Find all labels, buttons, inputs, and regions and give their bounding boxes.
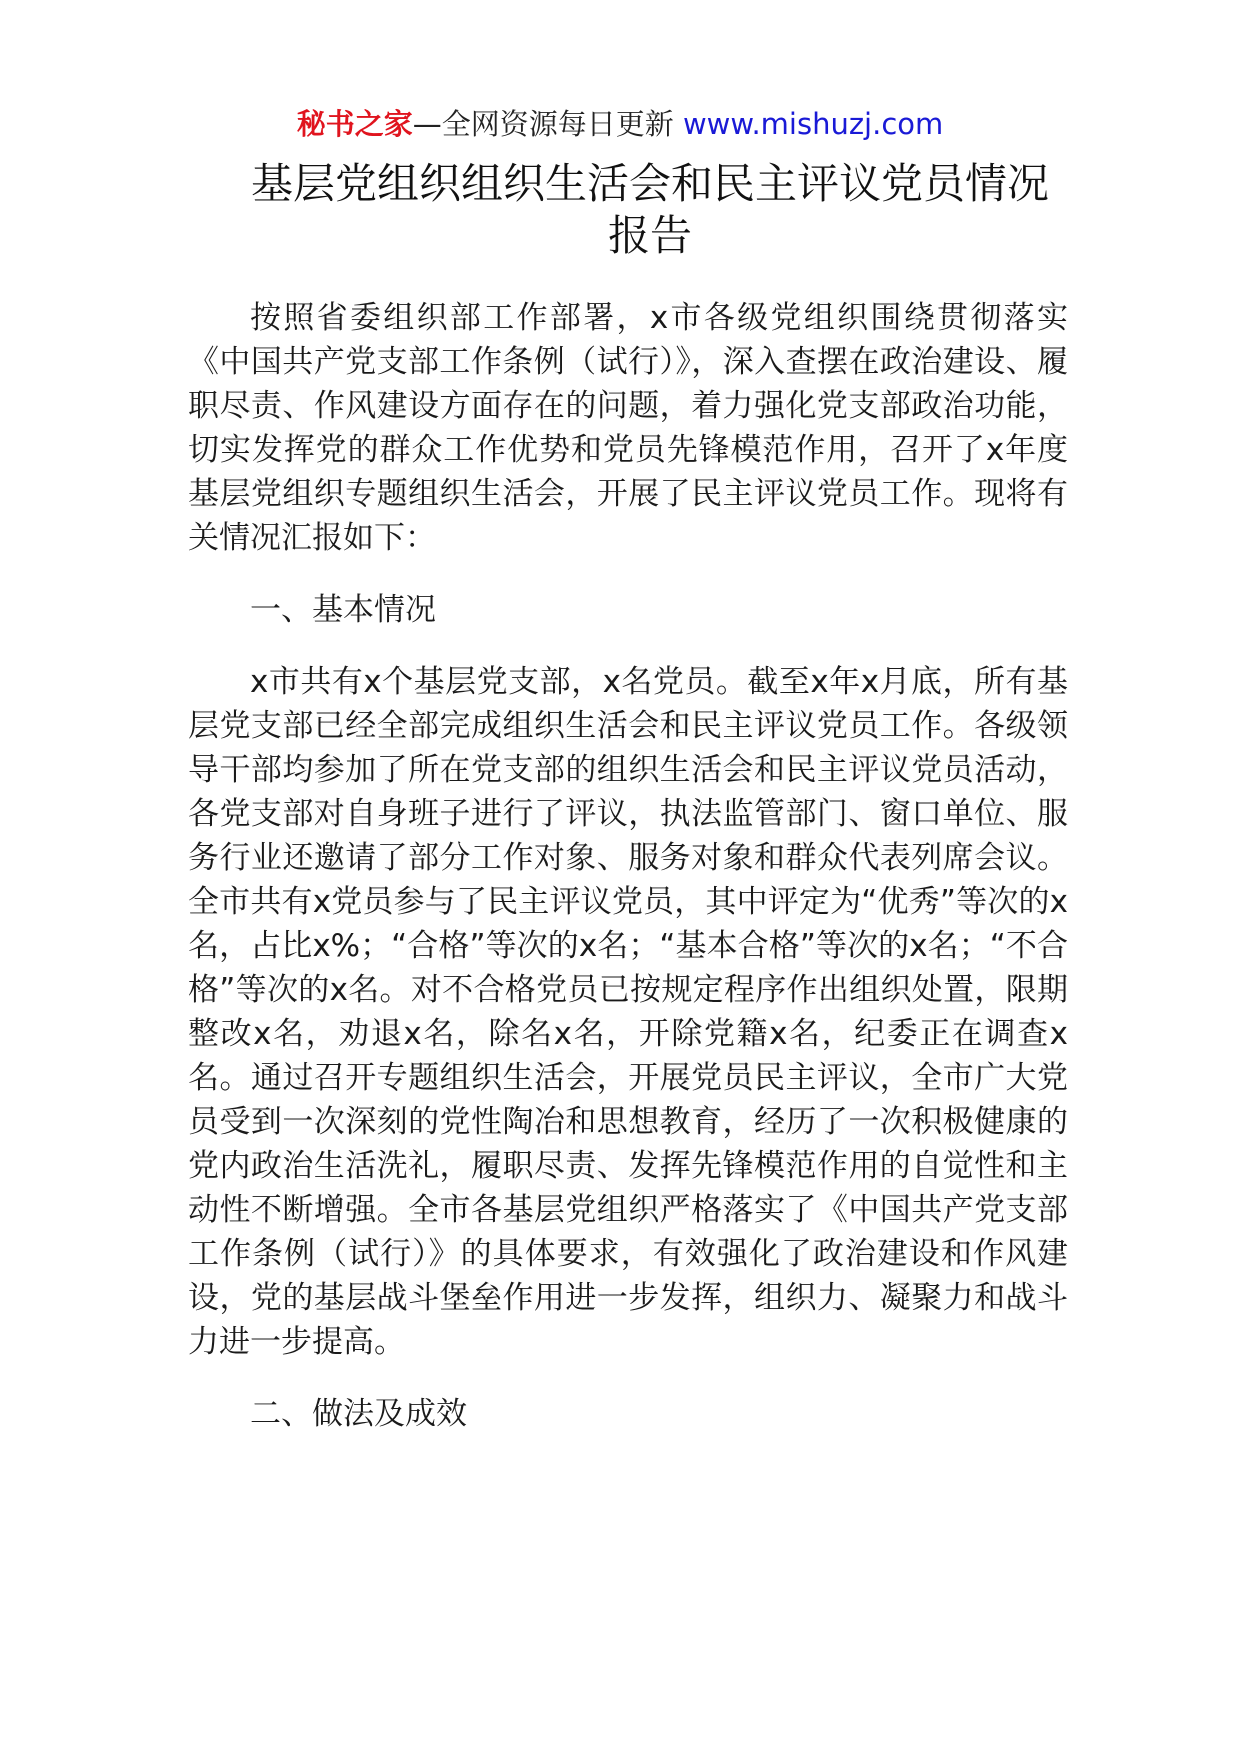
intro-paragraph: 按照省委组织部工作部署，x市各级党组织围绕贯彻落实《中国共产党支部工作条例（试行）》，深入查摆在政治建设、履职尽责、作风建设方面存在的问题，着力强化党支部政治功能，切实发挥党的群众工作优势和党员先锋模范作用，召开了x年度基层党组织专题组织生活会，开展了民主评议党员工作。现将有关情况汇报如下： xyxy=(188,300,1068,556)
site-brand: 秘书之家 xyxy=(296,107,413,141)
section-1-heading: 一、基本情况 xyxy=(250,592,436,628)
document-body xyxy=(188,296,1068,1436)
site-banner xyxy=(0,104,1240,144)
section-2-heading: 二、做法及成效 xyxy=(250,1396,467,1432)
site-url-link[interactable]: www.mishuzj.com xyxy=(682,107,944,141)
document-title: 基层党组织组织生活会和民主评议党员情况报告 xyxy=(250,159,1049,260)
site-tagline: —全网资源每日更新 xyxy=(412,107,683,141)
section-1-paragraph: x市共有x个基层党支部，x名党员。截至x年x月底，所有基层党支部已经全部完成组织生活会和民主评议党员工作。各级领导干部均参加了所在党支部的组织生活会和民主评议党员活动，各党支部对自身班子进行了评议，执法监管部门、窗口单位、服务行业还邀请了部分工作对象、服务对象和群众代表列席会议。全市共有x党员参与了民主评议党员，其中评定为“优秀”等次的x名，占比x%；“合格”等次的x名；“基本合格”等次的x名；“不合格”等次的x名。对不合格党员已按规定程序作出组织处置，限期整改x名，劝退x名，除名x名，开除党籍x名，纪委正在调查x名。通过召开专题组织生活会，开展党员民主评议，全市广大党员受到一次深刻的党性陶冶和思想教育，经历了一次积极健康的党内政治生活洗礼，履职尽责、发挥先锋模范作用的自觉性和主动性不断增强。全市各基层党组织严格落实了《中国共产党支部工作条例（试行）》的具体要求，有效强化了政治建设和作风建设，党的基层战斗堡垒作用进一步发挥，组织力、凝聚力和战斗力进一步提高。 xyxy=(188,664,1068,1360)
